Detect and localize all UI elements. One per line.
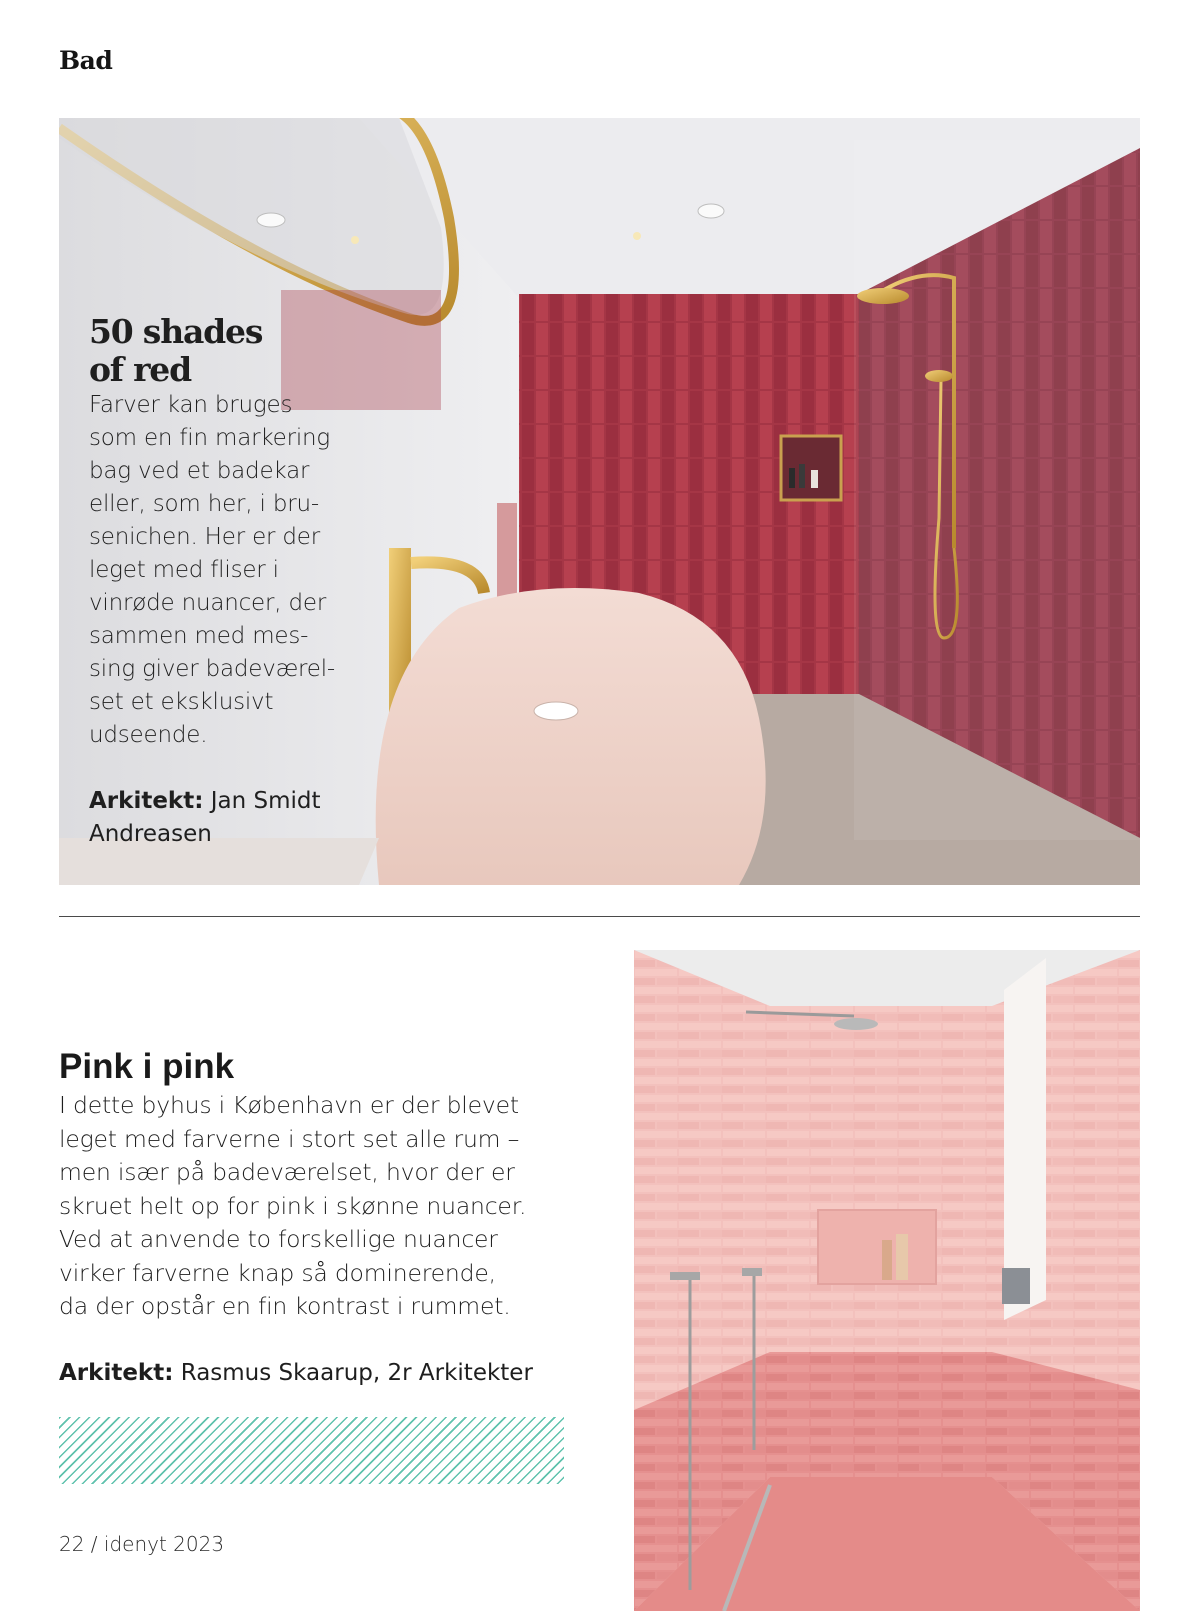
article1-overlay bbox=[89, 313, 359, 851]
article1-body bbox=[89, 389, 359, 752]
article2-title: Pink i pink bbox=[59, 1047, 235, 1086]
article1-title-line2: of red bbox=[89, 350, 191, 389]
section-divider bbox=[59, 916, 1140, 917]
pink-bathroom-photo bbox=[634, 950, 1140, 1611]
body-line: set et eksklusivt bbox=[89, 689, 274, 715]
body-line: virker farverne knap så dominerende, bbox=[59, 1258, 496, 1287]
body-line: bag ved et badekar bbox=[89, 458, 310, 484]
body-line: Ved at anvende to forskellige nuancer bbox=[59, 1225, 498, 1253]
article2 bbox=[59, 1045, 579, 1390]
body-line: men især på badeværelset, hvor der er bbox=[59, 1158, 515, 1186]
credit-label: Arkitekt: bbox=[59, 1359, 174, 1386]
body-line: sammen med mes- bbox=[89, 623, 309, 649]
decorative-hatch-bar bbox=[59, 1417, 564, 1484]
body-line: vinrøde nuancer, der bbox=[89, 590, 327, 616]
article2-body bbox=[59, 1089, 579, 1324]
credit-name: Rasmus Skaarup, 2r Arkitekter bbox=[180, 1359, 533, 1386]
credit-name-line2: Andreasen bbox=[89, 821, 212, 847]
body-line: skruet helt op for pink i skønne nuancer. bbox=[59, 1191, 527, 1220]
body-line: udseende. bbox=[89, 722, 208, 748]
body-line: da der opstår en fin kontrast i rummet. bbox=[59, 1292, 511, 1320]
section-label: Bad bbox=[59, 46, 113, 75]
article1-title-line1: 50 shades bbox=[89, 312, 263, 351]
pink-bathroom-illustration bbox=[634, 950, 1140, 1611]
body-line: som en fin markering bbox=[89, 425, 331, 451]
credit-name-line1: Jan Smidt bbox=[210, 788, 321, 814]
credit-label: Arkitekt: bbox=[89, 788, 204, 814]
body-line: leget med fliser i bbox=[89, 557, 279, 583]
red-bathroom-photo bbox=[59, 118, 1140, 885]
body-line: Farver kan bruges bbox=[89, 392, 293, 418]
body-line: leget med farverne i stort set alle rum – bbox=[59, 1124, 520, 1153]
article1-credit bbox=[89, 785, 359, 851]
body-line: sing giver badeværel- bbox=[89, 656, 336, 682]
body-line: eller, som her, i bru- bbox=[89, 491, 319, 517]
article1-title bbox=[89, 313, 359, 389]
article2-credit bbox=[59, 1357, 579, 1390]
body-line: I dette byhus i København er der blevet bbox=[59, 1091, 519, 1119]
body-line: senichen. Her er der bbox=[89, 524, 321, 550]
page-footer: 22 / idenyt 2023 bbox=[59, 1532, 225, 1556]
